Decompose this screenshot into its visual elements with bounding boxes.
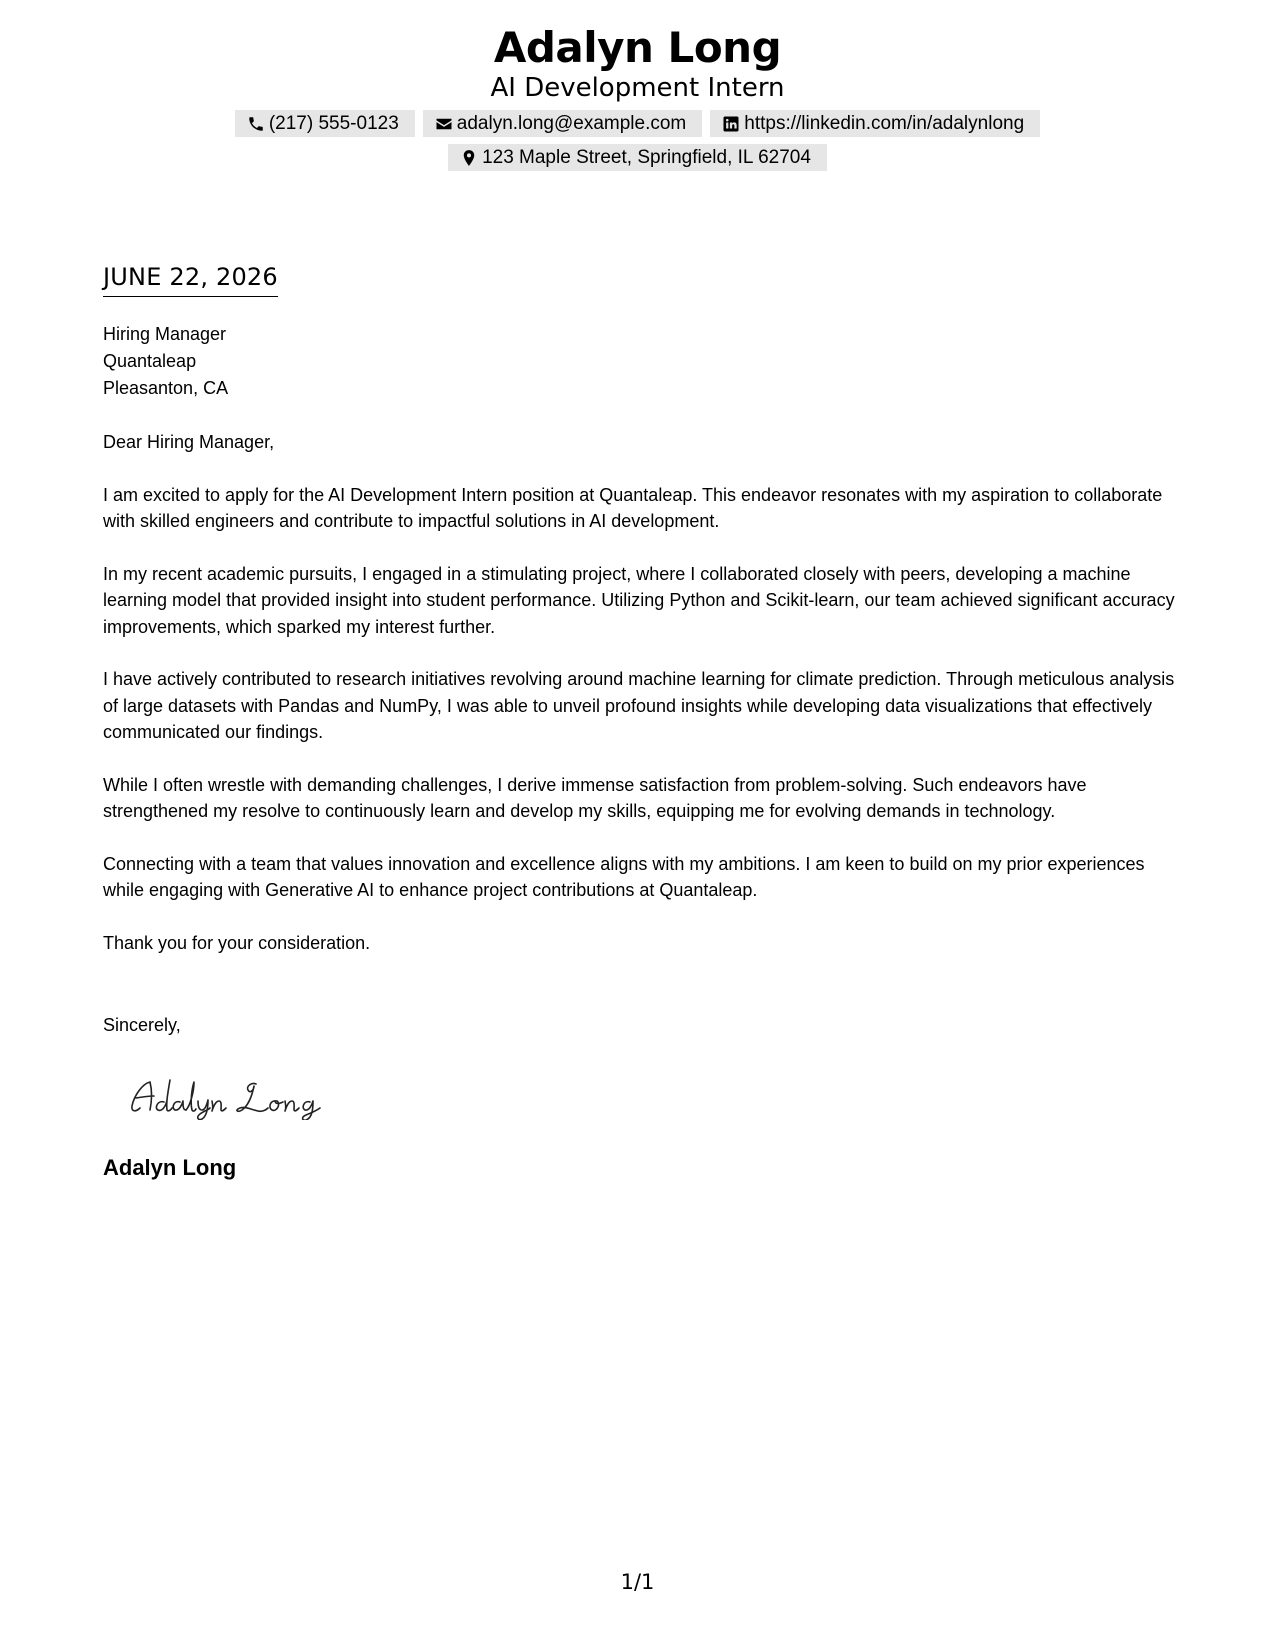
envelope-icon bbox=[435, 115, 453, 133]
body-paragraph: I am excited to apply for the AI Development Intern position at Quantaleap. This endeavor resonates with my aspiration to collaborate with skilled engineers and contribute to impactful solutions in AI development. bbox=[103, 484, 1163, 531]
linkedin-chip[interactable] bbox=[710, 110, 1040, 137]
phone-icon bbox=[247, 115, 265, 133]
closing: Sincerely, bbox=[103, 1015, 181, 1035]
handwritten-signature bbox=[128, 1070, 348, 1120]
recipient-line: Hiring Manager bbox=[103, 324, 227, 344]
contact-row-address bbox=[0, 144, 1275, 171]
recipient-line: Pleasanton, CA bbox=[103, 378, 229, 398]
signer-name: Adalyn Long bbox=[103, 1155, 237, 1180]
body-paragraph: Connecting with a team that values innovation and excellence aligns with my ambitions. I am keen to build on my prior experiences while engaging with Generative AI to enhance project contributions at Quantaleap. bbox=[103, 853, 1145, 900]
letter-body bbox=[103, 429, 1178, 982]
phone-chip[interactable] bbox=[235, 110, 415, 137]
linkedin-icon bbox=[722, 115, 740, 133]
letter-header bbox=[0, 22, 1275, 171]
phone-text: (217) 555-0123 bbox=[268, 112, 399, 134]
email-chip[interactable] bbox=[423, 110, 702, 137]
linkedin-text: https://linkedin.com/in/adalynlong bbox=[744, 112, 1025, 134]
recipient-block bbox=[103, 321, 228, 402]
recipient-line: Quantaleap bbox=[103, 351, 197, 371]
letter-date: JUNE 22, 2026 bbox=[103, 262, 278, 297]
body-paragraph: While I often wrestle with demanding challenges, I derive immense satisfaction from problem-solving. Such endeavors have strengthened my resolve to continuously learn and develop my skills, equipping me for evolving demands in technology. bbox=[103, 774, 1087, 821]
body-paragraph: In my recent academic pursuits, I engaged in a stimulating project, where I collaborated closely with peers, developing a machine learning model that provided insight into student performance. Utilizing Python and Scikit-learn, our team achieved significant accuracy improvements, which sparked my interest further. bbox=[103, 563, 1175, 637]
email-text: adalyn.long@example.com bbox=[456, 112, 687, 134]
applicant-title: AI Development Intern bbox=[490, 73, 785, 103]
contact-row bbox=[0, 110, 1275, 137]
address-text: 123 Maple Street, Springfield, IL 62704 bbox=[482, 146, 811, 168]
body-paragraph: I have actively contributed to research initiatives revolving around machine learning for climate prediction. Through meticulous analysis of large datasets with Pandas and NumPy, I was able to unveil profound insights while developing data visualizations that effectively communicated our findings. bbox=[103, 669, 1175, 742]
applicant-name: Adalyn Long bbox=[493, 23, 782, 72]
map-pin-icon bbox=[460, 149, 478, 167]
address-chip[interactable] bbox=[448, 144, 827, 171]
page-number: 1/1 bbox=[620, 1570, 655, 1594]
thank-you-line: Thank you for your consideration. bbox=[103, 932, 371, 953]
salutation: Dear Hiring Manager, bbox=[103, 432, 275, 452]
